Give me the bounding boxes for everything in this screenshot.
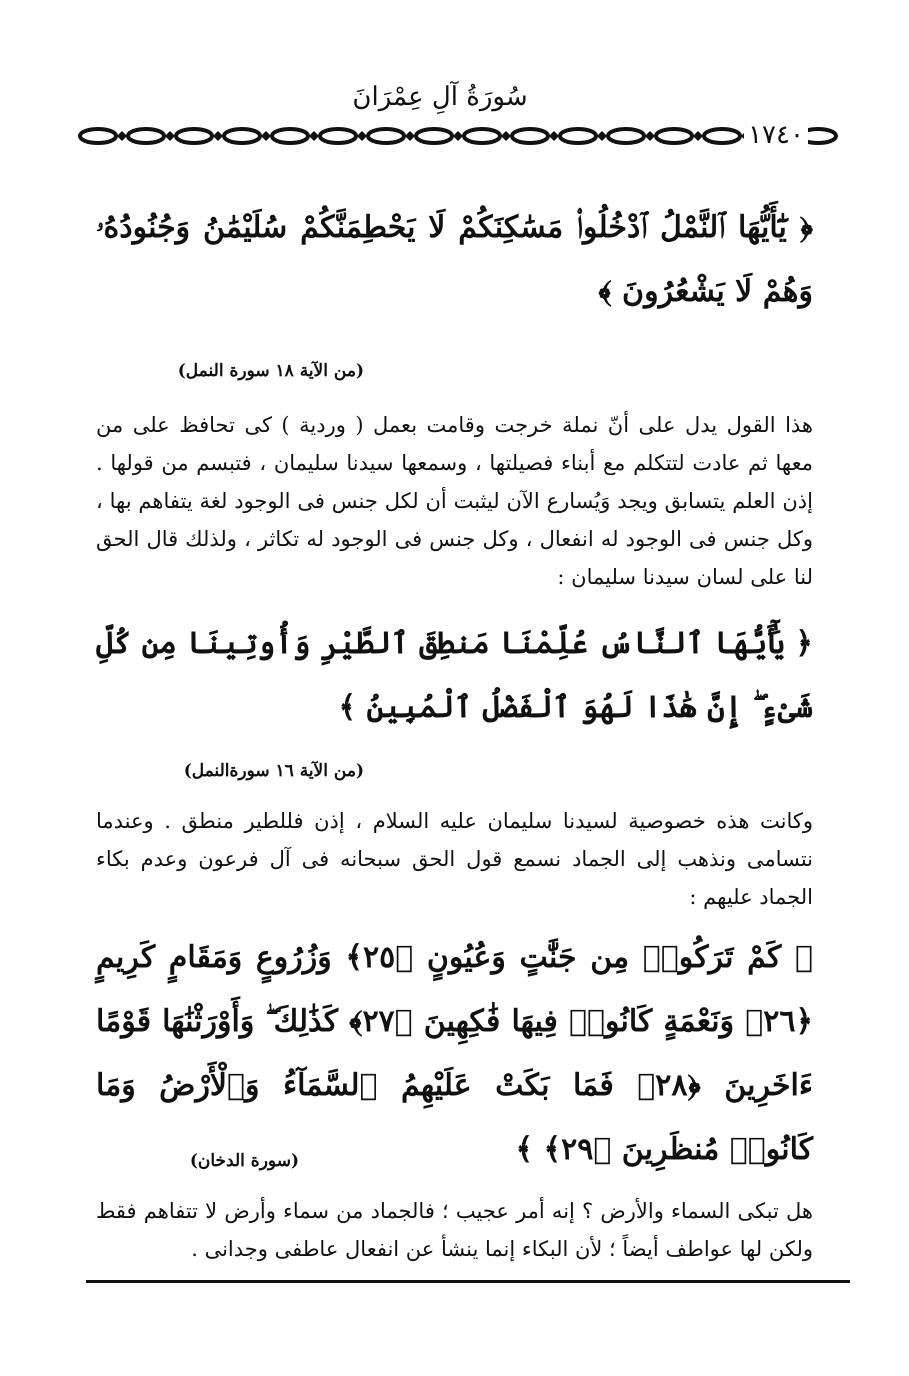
verse-reference: (سورة الدخان) [189,1151,299,1171]
chain-oval [656,129,692,143]
chain-diamond [261,131,271,141]
chain-diamond [693,131,703,141]
chain-oval [464,129,500,143]
commentary-paragraph: وكانت هذه خصوصية لسيدنا سليمان عليه السلام ، إذن فللطير منطق . وعندما نتسامى ونذهب إلى الجماد نسمع قول الحق سبحانه فى آل فرعون وعدم بكاء الجماد عليهم : [96,809,813,909]
chain-oval [416,129,452,143]
surah-title: سُورَةُ آلِ عِمْرَانَ [352,82,528,112]
ornamental-header-border [76,120,848,152]
chain-diamond [501,131,511,141]
page-number: ١٧٤٠ [744,118,808,152]
chain-oval [272,129,308,143]
verse-dukhan: ﴿ كَمْ تَرَكُوا۟ مِن جَنَّٰتٍ وَعُيُونٍ ﴿٢٥﴾ وَزُرُوعٍ وَمَقَامٍ كَرِيمٍ ﴿٢٦﴾ وَنَعْمَةٍ كَانُوا۟ فِيهَا فَٰكِهِينَ ﴿٢٧﴾ كَذَٰلِكَ ۖ وَأَوْرَثْنَٰهَا قَوْمًا ءَاخَرِينَ ﴿٢٨﴾ فَمَا بَكَتْ عَلَيْهِمُ ٱلسَّمَآءُ وَٱلْأَرْضُ وَمَا كَانُوا۟ مُنظَرِينَ ﴿٢٩﴾ ﴾ [96,940,814,1167]
chain-oval [224,129,260,143]
footer-rule [86,1280,850,1283]
chain-oval [560,129,596,143]
verse-reference: (من الآية ١٨ سورة النمل) [177,361,364,381]
chain-oval [320,129,356,143]
chain-diamond [309,131,319,141]
chain-diamond [597,131,607,141]
chain-diamond [117,131,127,141]
chain-diamond [549,131,559,141]
chain-oval [608,129,644,143]
chain-diamond [165,131,175,141]
chain-oval [80,129,116,143]
chain-oval [128,129,164,143]
chain-diamond [453,131,463,141]
chain-oval [368,129,404,143]
chain-oval [512,129,548,143]
commentary-paragraph: هذا القول يدل على أنّ نملة خرجت وقامت بعمل ( وردية ) كى تحافظ على من معها ثم عادت لتتكلم مع أبناء فصيلتها ، وسمعها سيدنا سليمان ، فتبسم من قولها . إذن العلم يتسابق ويجد وَيُسارع الآن ليثبت أن لكل جنس فى الوجود لغة يتفاهم بها ، وكل جنس فى الوجود له انفعال ، وكل جنس فى الوجود له تكاثر ، ولذلك قال الحق لنا على لسان سيدنا سليمان : [96,413,813,589]
chain-oval [704,129,740,143]
chain-diamond [645,131,655,141]
verse-birds: ﴿ يَٰٓأَيُّهَا ٱلنَّاسُ عُلِّمْنَا مَنطِقَ ٱلطَّيْرِ وَأُوتِينَا مِن كُلِّ شَىْءٍ ۖ إِنَّ هَٰذَا لَهُوَ ٱلْفَضْلُ ٱلْمُبِينُ ﴾ [96,626,813,725]
commentary-paragraph: هل تبكى السماء والأرض ؟ إنه أمر عجيب ؛ فالجماد من سماء وأرض لا تتفاهم فقط ولكن لها عواطف أيضاً ؛ لأن البكاء إنما ينشأ عن انفعال عاطفى وجدانى . [96,1199,813,1261]
chain-diamond [405,131,415,141]
chain-diamond [213,131,223,141]
verse-reference: (من الآية ١٦ سورةالنمل) [183,761,364,781]
chain-diamond [357,131,367,141]
chain-oval [176,129,212,143]
verse-ant: ﴿ يَٰٓأَيُّهَا ٱلنَّمْلُ ٱدْخُلُوا۟ مَسَٰكِنَكُمْ لَا يَحْطِمَنَّكُمْ سُلَيْمَٰنُ وَجُنُودُهُۥ وَهُمْ لَا يَشْعُرُونَ ﴾ [96,210,813,309]
